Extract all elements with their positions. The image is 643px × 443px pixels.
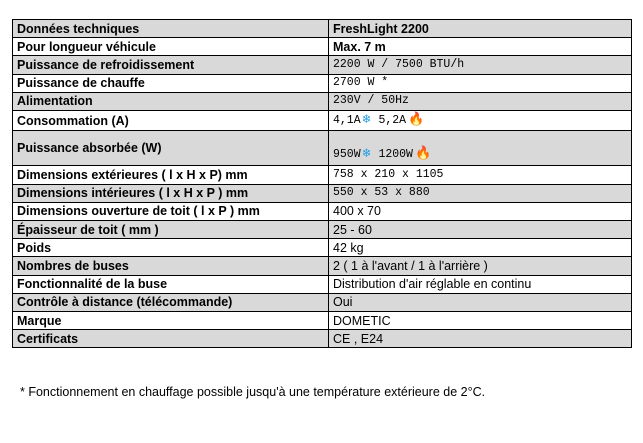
table-row xyxy=(13,202,632,220)
cool-value: 4,1A xyxy=(333,114,361,128)
row-value: 758 x 210 x 1105 xyxy=(329,166,632,184)
table-row xyxy=(13,221,632,239)
table-header-row xyxy=(13,20,632,38)
heat-value: 5,2A xyxy=(378,114,407,128)
row-label: Poids xyxy=(13,239,329,257)
row-label: Puissance de chauffe xyxy=(13,74,329,92)
row-value: 25 - 60 xyxy=(329,221,632,239)
row-label: Dimensions extérieures ( l x H x P) mm xyxy=(13,166,329,184)
row-value: CE , E24 xyxy=(329,330,632,348)
row-label: Marque xyxy=(13,311,329,329)
header-value: FreshLight 2200 xyxy=(329,20,632,38)
row-value: 2200 W / 7500 BTU/h xyxy=(329,56,632,74)
row-label: Dimensions ouverture de toit ( l x P ) mm xyxy=(13,202,329,220)
table-row xyxy=(13,131,632,166)
row-label: Nombres de buses xyxy=(13,257,329,275)
table-row xyxy=(13,38,632,56)
row-label: Consommation (A) xyxy=(13,110,329,131)
footnote: * Fonctionnement en chauffage possible jusqu'à une température extérieure de 2°C. xyxy=(20,385,486,399)
row-value xyxy=(329,110,632,131)
snowflake-icon: ❄ xyxy=(362,112,371,128)
row-value: 2700 W * xyxy=(329,74,632,92)
row-value: Distribution d'air réglable en continu xyxy=(329,275,632,293)
row-label: Pour longueur véhicule xyxy=(13,38,329,56)
row-label: Alimentation xyxy=(13,92,329,110)
row-label: Certificats xyxy=(13,330,329,348)
table-row xyxy=(13,275,632,293)
table-row xyxy=(13,110,632,131)
row-value: 2 ( 1 à l'avant / 1 à l'arrière ) xyxy=(329,257,632,275)
table-row xyxy=(13,184,632,202)
table-row xyxy=(13,293,632,311)
row-label: Dimensions intérieures ( l x H x P ) mm xyxy=(13,184,329,202)
row-label: Fonctionnalité de la buse xyxy=(13,275,329,293)
table-row xyxy=(13,166,632,184)
row-value: 42 kg xyxy=(329,239,632,257)
row-value: 550 x 53 x 880 xyxy=(329,184,632,202)
row-value xyxy=(329,131,632,166)
row-value: DOMETIC xyxy=(329,311,632,329)
flame-icon: 🔥 xyxy=(408,112,425,128)
row-value: 400 x 70 xyxy=(329,202,632,220)
specs-table xyxy=(12,19,632,348)
table-row xyxy=(13,239,632,257)
row-label: Épaisseur de toit ( mm ) xyxy=(13,221,329,239)
table-row xyxy=(13,92,632,110)
row-value: 230V / 50Hz xyxy=(329,92,632,110)
row-label: Puissance absorbée (W) xyxy=(13,131,329,166)
cool-value: 950W xyxy=(333,148,361,162)
row-label: Puissance de refroidissement xyxy=(13,56,329,74)
table-row xyxy=(13,311,632,329)
row-value: Oui xyxy=(329,293,632,311)
row-label: Contrôle à distance (télécommande) xyxy=(13,293,329,311)
table-row xyxy=(13,257,632,275)
heat-value: 1200W xyxy=(378,148,413,162)
table-row xyxy=(13,330,632,348)
row-value: Max. 7 m xyxy=(329,38,632,56)
snowflake-icon: ❄ xyxy=(362,146,371,162)
table-row xyxy=(13,74,632,92)
flame-icon: 🔥 xyxy=(414,146,432,162)
header-label: Données techniques xyxy=(13,20,329,38)
table-row xyxy=(13,56,632,74)
